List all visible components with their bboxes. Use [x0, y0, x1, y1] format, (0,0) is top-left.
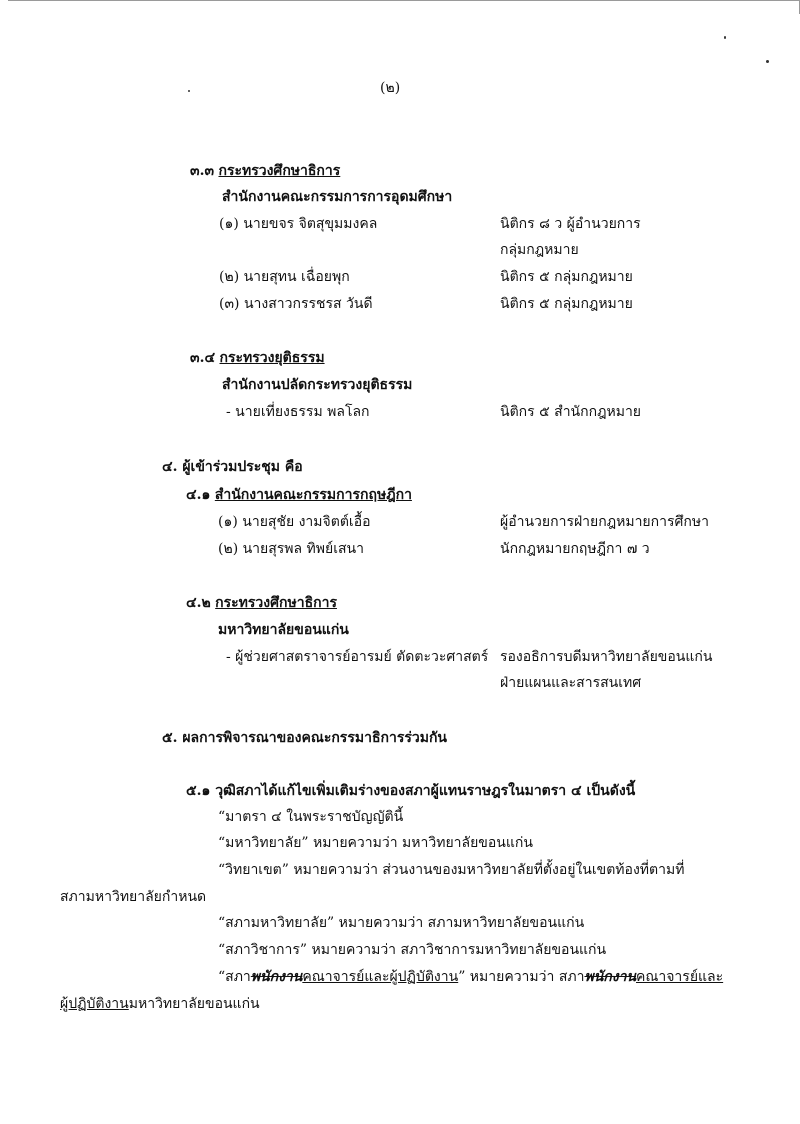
body-line-amended	[218, 968, 723, 986]
ministry-name: กระทรวงยุติธรรม	[219, 350, 325, 366]
office-name: สำนักงานคณะกรรมการการอุดมศึกษา	[222, 189, 453, 205]
section-number: ๔.๒	[186, 595, 211, 611]
body-line: “มาตรา ๔ ในพระราชบัญญัตินี้	[218, 809, 404, 825]
attendee-name: (๒) นายสุรพล ทิพย์เสนา	[218, 541, 364, 557]
section-4-1-heading	[186, 486, 412, 504]
scan-speck	[724, 36, 726, 39]
section-number: ๔.๑	[186, 487, 211, 503]
inserted-text: ผู้ปฏิบัติงาน	[60, 996, 129, 1012]
office-name: มหาวิทยาลัยขอนแก่น	[218, 622, 349, 638]
section-5-heading: ๕. ผลการพิจารณาของคณะกรรมาธิการร่วมกัน	[162, 730, 447, 746]
struck-text: พนักงาน	[250, 969, 303, 985]
section-number: ๓.๔	[190, 350, 216, 366]
attendee-name: (๒) นายสุทน เฉื่อยพุก	[219, 269, 350, 285]
body-line: “วิทยาเขต” หมายความว่า ส่วนงานของมหาวิทยาลัยที่ตั้งอยู่ในเขตท้องที่ตามที่	[218, 862, 685, 878]
attendee-name: (๓) นางสาวกรรชรส วันดี	[219, 296, 373, 312]
attendee-position: รองอธิการบดีมหาวิทยาลัยขอนแก่น	[500, 649, 713, 665]
section-4-heading: ๔. ผู้เข้าร่วมประชุม คือ	[162, 459, 303, 475]
text-segment: มหาวิทยาลัยขอนแก่น	[128, 996, 260, 1012]
section-3-4-heading	[190, 349, 325, 367]
text-segment: ” หมายความว่า สภา	[458, 969, 585, 985]
ministry-name: กระทรวงศึกษาธิการ	[218, 163, 341, 179]
section-4-2-heading	[186, 594, 337, 612]
attendee-position-cont: ฝ่ายแผนและสารสนเทศ	[500, 675, 642, 691]
attendee-position-cont: กลุ่มกฎหมาย	[500, 242, 579, 258]
struck-text: พนักงาน	[584, 969, 637, 985]
attendee-position: นิติกร ๕ สำนักกฎหมาย	[500, 404, 642, 420]
text-segment: “สภา	[218, 969, 251, 985]
attendee-position: นิติกร ๕ กลุ่มกฎหมาย	[500, 296, 633, 312]
attendee-position: นิติกร ๘ ว ผู้อำนวยการ	[500, 216, 641, 232]
scan-speck	[188, 90, 190, 92]
attendee-position: นิติกร ๕ กลุ่มกฎหมาย	[500, 269, 633, 285]
section-number: ๓.๓	[190, 163, 215, 179]
office-name: สำนักงานคณะกรรมการกฤษฎีกา	[214, 487, 412, 503]
section-3-3-heading	[190, 162, 340, 180]
attendee-name: - ผู้ช่วยศาสตราจารย์อารมย์ ตัดตะวะศาสตร์	[226, 649, 489, 665]
attendee-position: ผู้อำนวยการฝ่ายกฎหมายการศึกษา	[500, 514, 709, 530]
attendee-name: (๑) นายขจร จิตสุขุมมงคล	[219, 216, 378, 232]
page-top-edge	[8, 0, 800, 2]
body-line-amended-cont	[60, 995, 260, 1013]
attendee-name: (๑) นายสุชัย งามจิตต์เอื้อ	[218, 514, 371, 530]
body-line: “มหาวิทยาลัย” หมายความว่า มหาวิทยาลัยขอนแก่น	[218, 835, 533, 851]
inserted-text: คณาจารย์และผู้ปฏิบัติงาน	[302, 969, 459, 985]
attendee-name: - นายเที่ยงธรรม พลโลก	[226, 404, 370, 420]
office-name: สำนักงานปลัดกระทรวงยุติธรรม	[222, 377, 413, 393]
inserted-text: คณาจารย์และ	[636, 969, 724, 985]
body-line: “สภาวิชาการ” หมายความว่า สภาวิชาการมหาวิทยาลัยขอนแก่น	[218, 942, 607, 958]
body-line-cont: สภามหาวิทยาลัยกำหนด	[60, 889, 207, 905]
page-number: (๒)	[380, 80, 401, 96]
attendee-position: นักกฎหมายกฤษฎีกา ๗ ว	[500, 541, 650, 557]
ministry-name: กระทรวงศึกษาธิการ	[215, 595, 337, 611]
body-line: “สภามหาวิทยาลัย” หมายความว่า สภามหาวิทยาลัยขอนแก่น	[218, 915, 585, 931]
section-5-1-heading: ๕.๑ วุฒิสภาได้แก้ไขเพิ่มเติมร่างของสภาผู้แทนราษฎรในมาตรา ๔ เป็นดังนี้	[186, 783, 636, 799]
scan-speck	[766, 60, 769, 63]
